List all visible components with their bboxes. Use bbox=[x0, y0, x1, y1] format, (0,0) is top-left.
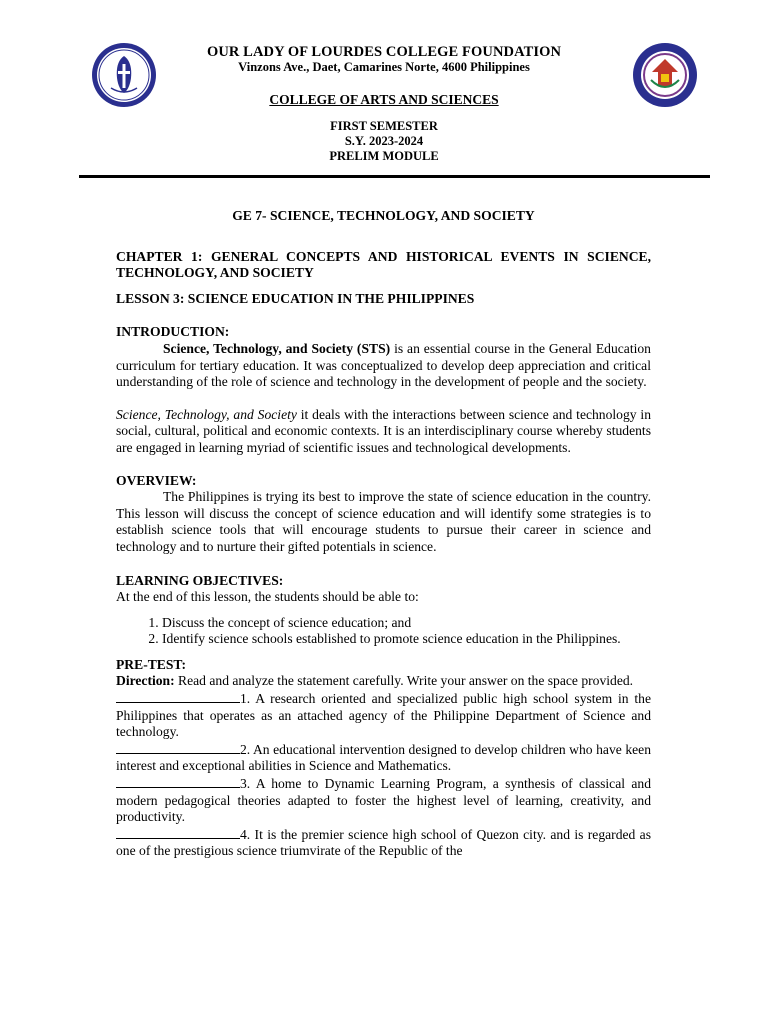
direction-text: Read and analyze the statement carefully. Write your answer on the space provided. bbox=[174, 673, 634, 689]
answer-blank[interactable] bbox=[116, 741, 240, 754]
pretest-item bbox=[116, 775, 651, 826]
introduction-paragraph-2 bbox=[116, 407, 651, 457]
answer-blank[interactable] bbox=[116, 775, 240, 788]
pretest-item-text: 2. An educational intervention designed to develop children who have keen interest and exceptional abilities in Science and Mathematics. bbox=[116, 741, 651, 774]
pretest-item bbox=[116, 826, 651, 860]
cas-seal-icon bbox=[632, 42, 698, 108]
pretest-item-text: 1. A research oriented and specialized public high school system in the Philippines that operates as an attached agency of the Philippine Department of Science and technology. bbox=[116, 691, 651, 740]
pretest-direction bbox=[116, 673, 651, 690]
introduction-paragraph-1 bbox=[116, 341, 651, 391]
course-title: GE 7- SCIENCE, TECHNOLOGY, AND SOCIETY bbox=[232, 208, 535, 223]
objectives-list bbox=[116, 615, 651, 648]
pretest-heading: PRE-TEST: bbox=[116, 656, 186, 672]
school-address: Vinzons Ave., Daet, Camarines Norte, 4600 Philippines bbox=[238, 60, 530, 74]
school-name: OUR LADY OF LOURDES COLLEGE FOUNDATION bbox=[206, 44, 562, 60]
introduction-p1-text: is an essential course in the General Education curriculum for tertiary education. It was conceptualized to develop deep appreciation and critical understanding of the role of science and technology in the development of people and the society. bbox=[116, 340, 651, 390]
sts-term: Science, Technology, and Society (STS) bbox=[163, 340, 391, 356]
pretest-item bbox=[116, 690, 651, 741]
introduction-p2-text: it deals with the interactions between science and technology in social, cultural, political and economic contexts. It is an interdisciplinary course whereby students are engaged in learning myriad of scientific issues and technological developments. bbox=[116, 406, 651, 455]
pretest-item-text: 3. A home to Dynamic Learning Program, a synthesis of classical and modern pedagogical theories adapted to foster the highest level of learning, creativity, and productivity. bbox=[116, 776, 651, 825]
objectives-intro: At the end of this lesson, the students should be able to: bbox=[116, 589, 419, 605]
sts-term-italic: Science, Technology, and Society bbox=[116, 406, 297, 422]
chapter-title: CHAPTER 1: GENERAL CONCEPTS AND HISTORICAL EVENTS IN SCIENCE, TECHNOLOGY, AND SOCIETY bbox=[116, 248, 651, 281]
lesson-title: LESSON 3: SCIENCE EDUCATION IN THE PHILIPPINES bbox=[116, 290, 475, 306]
college-name: COLLEGE OF ARTS AND SCIENCES bbox=[269, 92, 499, 107]
objective-item: 2. Identify science schools established to promote science education in the Philippines. bbox=[162, 631, 651, 648]
semester: FIRST SEMESTER bbox=[330, 119, 438, 133]
school-seal-icon bbox=[91, 42, 157, 108]
header-divider bbox=[79, 175, 710, 178]
objective-item: 1. Discuss the concept of science education; and bbox=[162, 615, 651, 632]
overview-paragraph: The Philippines is trying its best to improve the state of science education in the country. This lesson will discuss the concept of science education and will identify some strategies is to establish science tools that will encourage students to pursue their career in science and technology and to nurture their gifted potentials in science. bbox=[116, 489, 651, 554]
overview-heading: OVERVIEW: bbox=[116, 472, 197, 488]
direction-label: Direction: bbox=[116, 673, 175, 689]
module-body bbox=[116, 206, 651, 860]
answer-blank[interactable] bbox=[116, 826, 240, 839]
objectives-heading: LEARNING OBJECTIVES: bbox=[116, 572, 284, 588]
answer-blank[interactable] bbox=[116, 690, 240, 703]
pretest-item-text: 4. It is the premier science high school of Quezon city. and is regarded as one of the prestigious science triumvirate of the Republic of the bbox=[116, 826, 651, 859]
introduction-heading: INTRODUCTION: bbox=[116, 324, 230, 340]
module-name: PRELIM MODULE bbox=[329, 149, 439, 163]
pretest-item bbox=[116, 741, 651, 775]
school-year: S.Y. 2023-2024 bbox=[344, 134, 424, 148]
